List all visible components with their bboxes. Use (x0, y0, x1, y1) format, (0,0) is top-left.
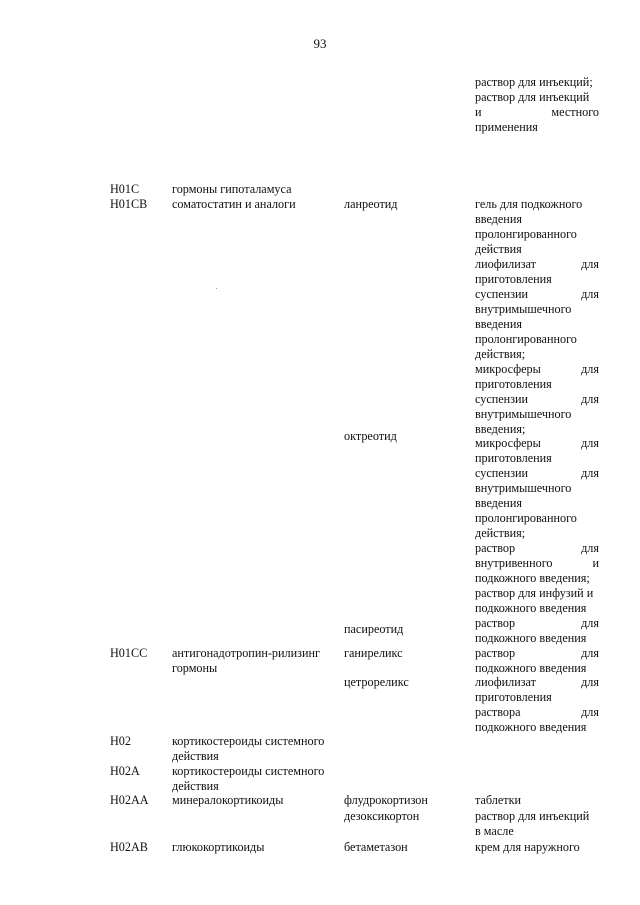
dosage-form-block (475, 646, 599, 676)
group-name (172, 793, 283, 808)
atc-code: H02A (110, 764, 140, 778)
dosage-form-block (475, 197, 599, 437)
dosage-form-line: введения; (475, 422, 526, 436)
group-name-line: кортикостероиды системного (172, 764, 325, 778)
dosage-form-line: и местного (475, 105, 599, 119)
dosage-form-block (475, 436, 599, 616)
dosage-form-line: действия (475, 242, 522, 256)
group-name-line: глюкокортикоиды (172, 840, 265, 854)
dosage-form-line: раствор для инъекций (475, 90, 590, 104)
dosage-form-line: приготовления (475, 690, 552, 704)
dosage-form-block (475, 616, 599, 646)
drug-name: ланреотид (344, 197, 398, 211)
dosage-form-line: внутримышечного (475, 302, 572, 316)
dosage-form-line: раствор для инъекций; (475, 75, 593, 89)
atc-code: H02 (110, 734, 131, 748)
dosage-form-line: внутривенного и (475, 556, 599, 570)
dosage-form-line: введения (475, 496, 522, 510)
dosage-form-line: суспензии для (475, 392, 599, 406)
dosage-form-line: внутримышечного (475, 407, 572, 421)
dosage-form-line: пролонгированного (475, 227, 577, 241)
dosage-form-line: действия; (475, 347, 526, 361)
drug-name: пасиреотид (344, 622, 404, 636)
group-name (172, 197, 296, 212)
dosage-form-line: пролонгированного (475, 511, 577, 525)
dosage-form-line: раствор для (475, 646, 599, 660)
dosage-form-line: суспензии для (475, 287, 599, 301)
group-name-line: гормоны (172, 661, 218, 675)
atc-code: H01CC (110, 646, 148, 660)
dosage-form-line: раствор для (475, 616, 599, 630)
group-name (172, 840, 264, 855)
dosage-form-line: микросферы для (475, 436, 599, 450)
drug-name: бетаметазон (344, 840, 408, 854)
dosage-form-line: внутримышечного (475, 481, 572, 495)
dosage-form-line: введения (475, 317, 522, 331)
atc-code: H01CB (110, 197, 148, 211)
dosage-form-line: подкожного введения (475, 720, 587, 734)
dosage-form-line: раствор для инфузий и (475, 586, 594, 600)
dosage-form-line: таблетки (475, 793, 522, 807)
group-name-line: действия (172, 749, 219, 763)
dosage-form-line: микросферы для (475, 362, 599, 376)
group-name (172, 646, 320, 676)
group-name-line: антигонадотропин-рилизинг (172, 646, 320, 660)
dosage-form-line: лиофилизат для (475, 257, 599, 271)
drug-name: ганиреликс (344, 646, 403, 660)
page-number: 93 (313, 36, 327, 51)
group-name (172, 734, 324, 764)
drug-name: дезоксикортон (344, 809, 420, 823)
dosage-form-line: введения (475, 212, 522, 226)
drug-name: октреотид (344, 429, 397, 443)
dosage-form-line: раствор для (475, 541, 599, 555)
group-name-line: действия (172, 779, 219, 793)
dosage-form-line: пролонгированного (475, 332, 577, 346)
dosage-form-block (475, 675, 599, 735)
drug-name: цетрореликс (344, 675, 409, 689)
dosage-form-block (475, 809, 599, 839)
atc-code: H02AB (110, 840, 148, 854)
group-name (172, 182, 292, 197)
dosage-form-line: лиофилизат для (475, 675, 599, 689)
group-name-line: кортикостероиды системного (172, 734, 325, 748)
atc-code: H02AA (110, 793, 149, 807)
dosage-form-line: крем для наружного (475, 840, 580, 854)
dosage-form-line: приготовления (475, 377, 552, 391)
dosage-form-line: раствора для (475, 705, 599, 719)
group-name-line: соматостатин и аналоги (172, 197, 296, 211)
dosage-form-block (475, 75, 599, 135)
dosage-form-line: действия; (475, 526, 526, 540)
dosage-form-line: приготовления (475, 272, 552, 286)
atc-code: H01C (110, 182, 140, 196)
group-name-line: гормоны гипоталамуса (172, 182, 292, 196)
dosage-form-line: приготовления (475, 451, 552, 465)
dosage-form-line: применения (475, 120, 538, 134)
dosage-form-line: гель для подкожного (475, 197, 583, 211)
dosage-form-line: подкожного введения (475, 631, 587, 645)
group-name (172, 764, 324, 794)
dosage-form-line: подкожного введения (475, 601, 587, 615)
dosage-form-line: суспензии для (475, 466, 599, 480)
dosage-form-line: подкожного введения; (475, 571, 590, 585)
group-name-line: минералокортикоиды (172, 793, 284, 807)
dosage-form-line: раствор для инъекций (475, 809, 590, 823)
dosage-form-block (475, 793, 599, 808)
dosage-form-line: в масле (475, 824, 514, 838)
scan-speck (216, 288, 217, 289)
dosage-form-block (475, 840, 599, 855)
dosage-form-line: подкожного введения (475, 661, 587, 675)
drug-name: флудрокортизон (344, 793, 428, 807)
